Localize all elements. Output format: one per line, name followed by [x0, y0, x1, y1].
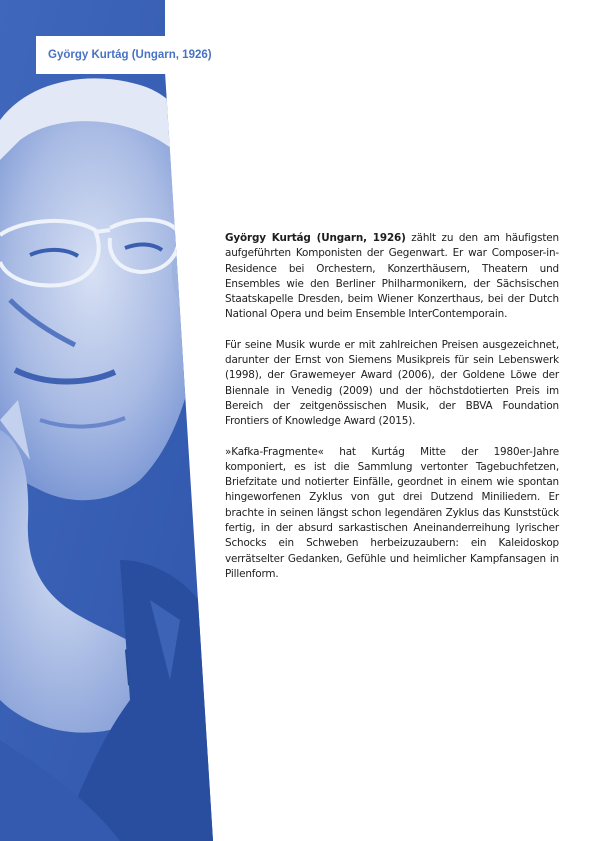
- biography-paragraph-1-text: zählt zu den am häufigsten aufgeführten Komponisten der Gegenwart. Er war Composer-in-Residence bei Orchestern, Konzerthäusern, Theatern und Ensembles wie den Berliner Philharmonikern, der Sächsischen Staatskapelle Dresden, beim Wiener Konzerthaus, bei der Dutch National Opera und beim Ensemble InterContemporain.: [225, 232, 559, 321]
- kafka-fragments-paragraph: »Kafka-Fragmente« hat Kurtág Mitte der 1980er-Jahre komponiert, es ist die Sammlung vertonter Tagebuchfetzen, Briefzitate und notierter Einfälle, geordnet in einem wie spontan hingeworfenen Zyklus von gut drei Dutzend Miniliedern. Er brachte in seinen längst schon legendären Zyklus das Kunststück fertig, in der absurd sarkastischen Aneinanderreihung lyrischer Schocks ein Schweben herbeizuzaubern: ein Kaleidoskop verrätselter Gedanken, Gefühle und heimlicher Kampfansagen in Pillenform.: [225, 445, 559, 580]
- biography-text: [225, 231, 559, 597]
- portrait-photo-panel: [0, 0, 220, 841]
- biography-paragraph-1: [225, 231, 559, 323]
- awards-paragraph: Für seine Musik wurde er mit zahlreichen Preisen ausgezeichnet, darunter der Ernst von Siemens Musikpreis für sein Lebenswerk (1998), der Grawemeyer Award (2006), der Goldene Löwe der Biennale in Venedig (2009) und der höchstdotierten Preis im Bereich der zeitgenössischen Musik, der BBVA Foundation Frontiers of Knowledge Award (2015).: [225, 338, 559, 428]
- composer-name-lead: György Kurtág (Ungarn, 1926): [225, 232, 406, 244]
- composer-name-tab: György Kurtág (Ungarn, 1926): [36, 36, 224, 74]
- portrait-photo-icon: [0, 0, 220, 841]
